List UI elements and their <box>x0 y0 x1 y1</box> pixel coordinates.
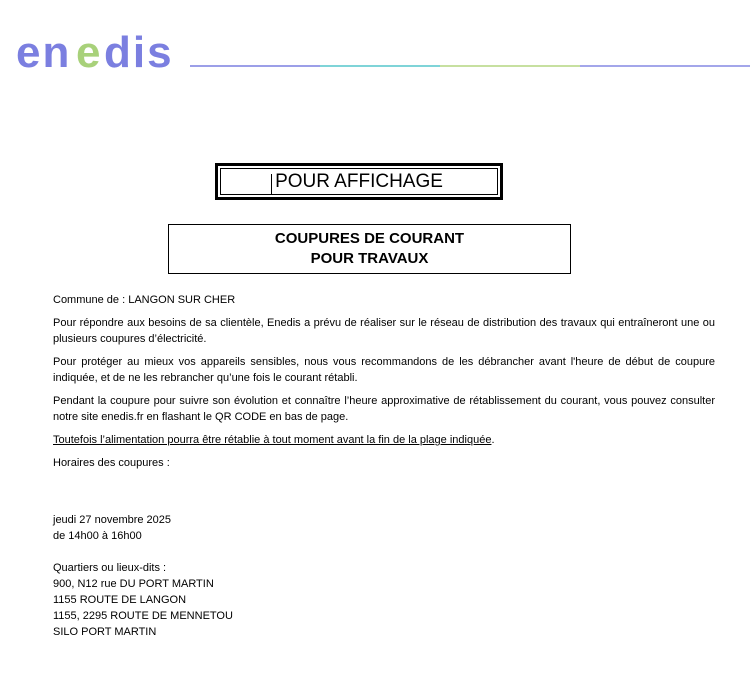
notice-body <box>53 292 715 640</box>
paragraph-4 <box>53 432 715 448</box>
subtitle-line-1: COUPURES DE COURANT <box>274 230 465 247</box>
paragraph-1: Pour répondre aux besoins de sa clientèle, Enedis a prévu de réaliser sur le réseau de distribution des travaux qui entraîneront une ou plusieurs coupures d’électricité. <box>53 317 715 345</box>
place-item: 900, N12 rue DU PORT MARTIN <box>53 578 214 590</box>
paragraph-3: Pendant la coupure pour suivre son évolution et connaître l’heure approximative de rétablissement du courant, vous pouvez consulter notre site enedis.fr en flashant le QR CODE en bas de page. <box>53 395 715 423</box>
underlined-notice: Toutefois l’alimentation pourra être rétablie à tout moment avant la fin de la plage indiquée <box>53 434 492 446</box>
notice-title: POUR AFFICHAGE <box>275 170 443 192</box>
schedule-label: Horaires des coupures : <box>53 457 170 469</box>
paragraph-2: Pour protéger au mieux vos appareils sensibles, nous vous recommandons de les débrancher avant l'heure de début de coupure indiquée, et de ne les rebrancher qu’une fois le courant rétabli. <box>53 356 715 384</box>
place-item: 1155 ROUTE DE LANGON <box>53 594 187 606</box>
outage-date: jeudi 27 novembre 2025 <box>53 514 172 526</box>
header-divider <box>190 65 750 69</box>
subtitle-box <box>168 224 571 274</box>
enedis-logo <box>16 30 186 74</box>
logo-wordmark: en <box>16 30 72 74</box>
outage-time: de 14h00 à 16h00 <box>53 530 142 542</box>
title-inner-frame <box>220 168 498 195</box>
text-cursor <box>271 174 272 194</box>
place-item: SILO PORT MARTIN <box>53 626 157 638</box>
logo-wordmark-end: dis <box>104 30 174 74</box>
places-label: Quartiers ou lieux-dits : <box>53 562 167 574</box>
place-item: 1155, 2295 ROUTE DE MENNETOU <box>53 610 233 622</box>
subtitle-line-2: POUR TRAVAUX <box>310 250 429 267</box>
paragraph-4-period: . <box>491 434 495 446</box>
commune-line: Commune de : LANGON SUR CHER <box>53 294 236 306</box>
title-box <box>215 163 503 200</box>
logo-accent: e <box>76 30 101 74</box>
